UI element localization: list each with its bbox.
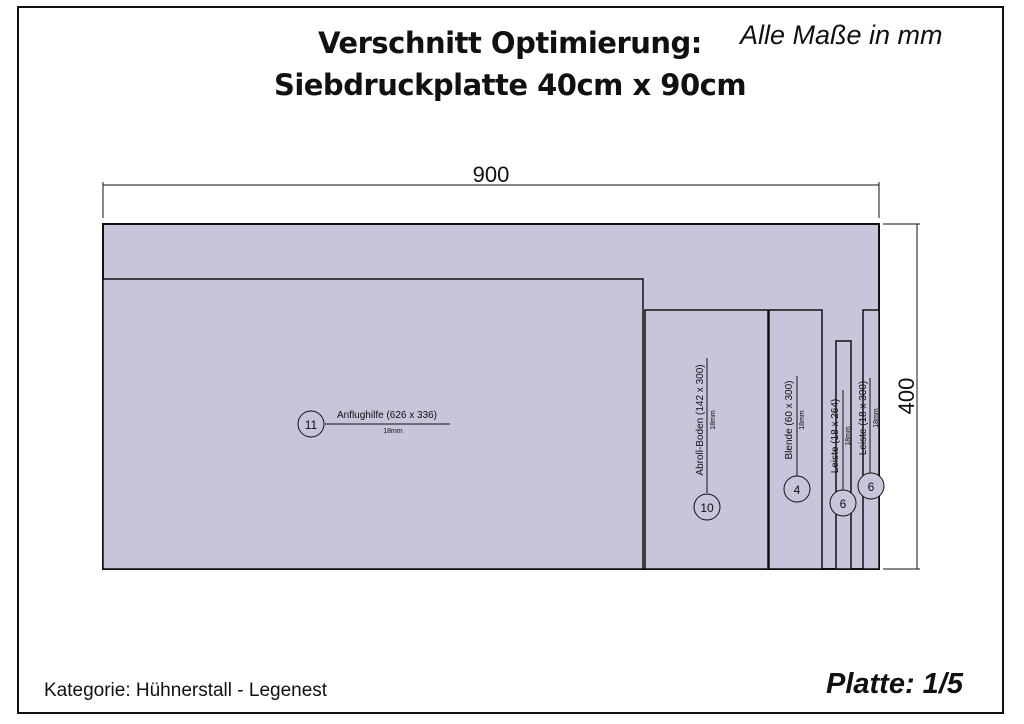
part-leiste-b-name: Leiste (18 x 300) [858,380,869,456]
title-line-2: Siebdruckplatte 40cm x 90cm [273,68,747,102]
part-leiste-a-name: Leiste (18 x 264) [830,398,841,474]
units-note: Alle Maße in mm [740,20,943,50]
part-blende-number: 4 [793,483,801,497]
part-blende [769,310,822,569]
part-blende-outline [769,310,822,569]
part-blende-name: Blende (60 x 300) [784,380,795,460]
title-line-1: Verschnitt Optimierung: [318,26,702,60]
part-abroll-boden [645,310,768,569]
width-label: 900 [472,162,510,187]
part-leiste-a-thickness: 18mm [845,426,852,446]
part-leiste-b-number: 6 [867,480,875,494]
width-dimension [103,182,879,218]
part-leiste-b-thickness: 18mm [873,408,880,428]
height-label: 400 [894,377,919,415]
part-anflughilfe-thickness: 18mm [383,428,403,435]
part-anflughilfe-number: 11 [304,418,318,432]
part-abroll-boden-name: Abroll-Boden (142 x 300) [695,364,706,476]
part-anflughilfe [103,279,643,569]
part-abroll-boden-number: 10 [700,501,714,515]
category-label: Kategorie: Hühnerstall - Legenest [44,680,328,701]
part-anflughilfe-name: Anflughilfe (626 x 336) [336,410,438,421]
part-leiste-a-number: 6 [839,497,847,511]
part-abroll-boden-thickness: 18mm [710,410,717,430]
sheet-number: Platte: 1/5 [826,668,963,700]
part-blende-thickness: 18mm [799,410,806,430]
